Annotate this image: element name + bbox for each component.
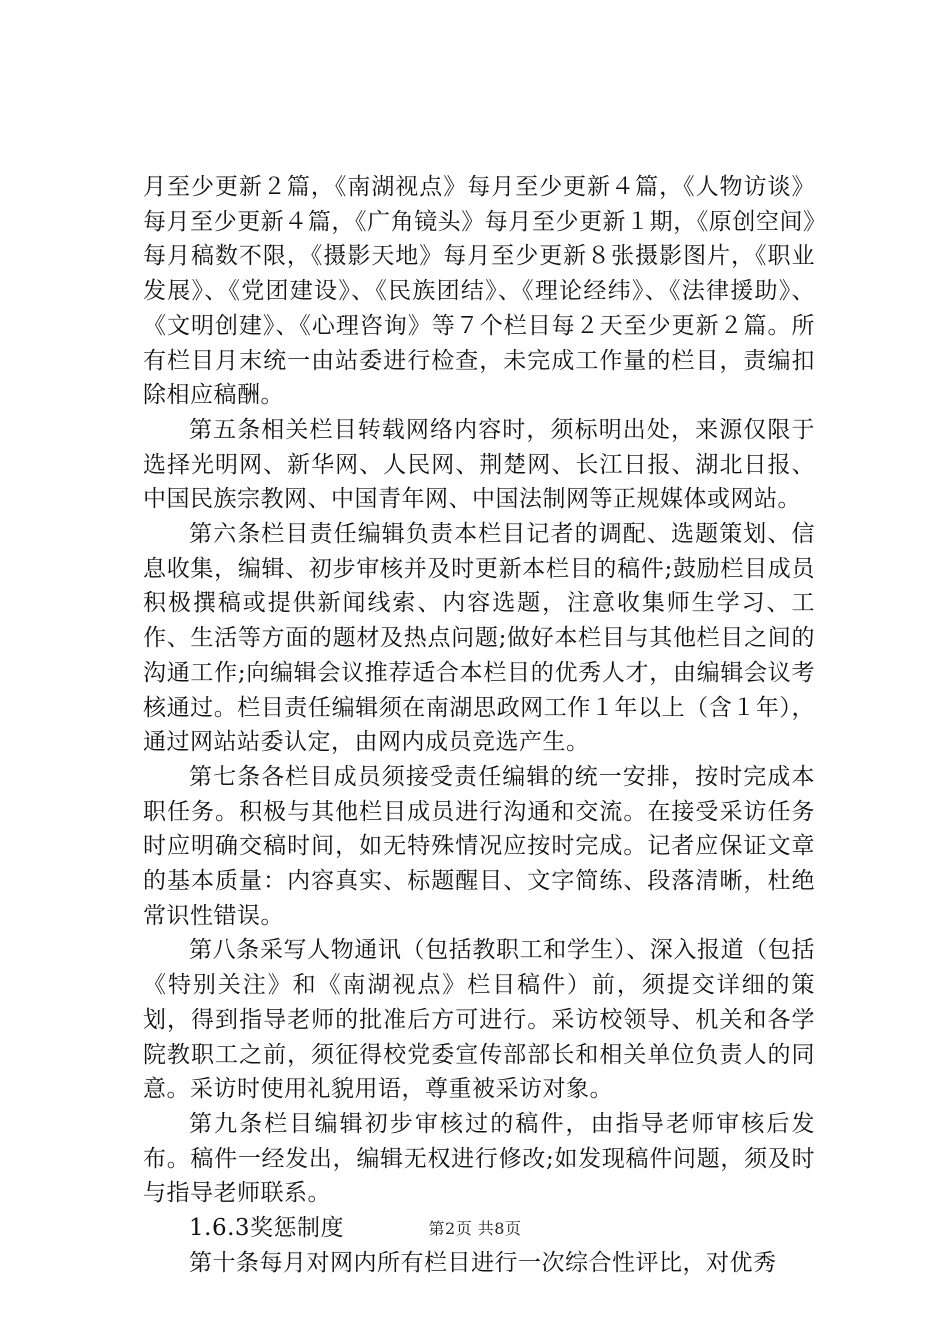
page-number-footer: 第2页 共8页 [428, 1219, 522, 1238]
paragraph-2: 第五条相关栏目转载网络内容时，须标明出处，来源仅限于选择光明网、新华网、人民网、荆楚网、长江日报、湖北日报、中国民族宗教网、中国青年网、中国法制网等正规媒体或网站。 [143, 416, 815, 513]
paragraph-1: 月至少更新２篇，《南湖视点》每月至少更新４篇，《人物访谈》每月至少更新４篇，《广角镜头》每月至少更新１期，《原创空间》每月稿数不限，《摄影天地》每月至少更新８张摄影图片，《职业发展》、《党团建设》、《民族团结》、《理论经纬》、《法律援助》、《文明创建》、《心理咨询》等７个栏目每２天至少更新２篇。所有栏目月末统一由站委进行检查，未完成工作量的栏目，责编扣除相应稿酬。 [143, 174, 815, 409]
section-heading: 1.6.3奖惩制度 [189, 1215, 345, 1242]
paragraph-5: 第八条采写人物通讯（包括教职工和学生）、深入报道（包括《特别关注》和《南湖视点》栏目稿件）前，须提交详细的策划，得到指导老师的批准后方可进行。采访校领导、机关和各学院教职工之前，须征得校党委宣传部部长和相关单位负责人的同意。采访时使用礼貌用语，尊重被采访对象。 [143, 937, 815, 1103]
paragraph-3: 第六条栏目责任编辑负责本栏目记者的调配、选题策划、信息收集，编辑、初步审核并及时更新本栏目的稿件;鼓励栏目成员积极撰稿或提供新闻线索、内容选题，注意收集师生学习、工作、生活等方面的题材及热点问题;做好本栏目与其他栏目之间的沟通工作;向编辑会议推荐适合本栏目的优秀人才，由编辑会议考核通过。栏目责任编辑须在南湖思政网工作１年以上（含１年），通过网站站委认定，由网内成员竞选产生。 [143, 521, 815, 756]
paragraph-7: 第十条每月对网内所有栏目进行一次综合性评比，对优秀 [189, 1249, 777, 1276]
document-body [143, 170, 815, 1281]
paragraph-4: 第七条各栏目成员须接受责任编辑的统一安排，按时完成本职任务。积极与其他栏目成员进行沟通和交流。在接受采访任务时应明确交稿时间，如无特殊情况应按时完成。记者应保证文章的基本质量：内容真实、标题醒目、文字简练、段落清晰，杜绝常识性错误。 [143, 763, 815, 929]
paragraph-6: 第九条栏目编辑初步审核过的稿件，由指导老师审核后发布。稿件一经发出，编辑无权进行修改;如发现稿件问题，须及时与指导老师联系。 [143, 1110, 815, 1207]
